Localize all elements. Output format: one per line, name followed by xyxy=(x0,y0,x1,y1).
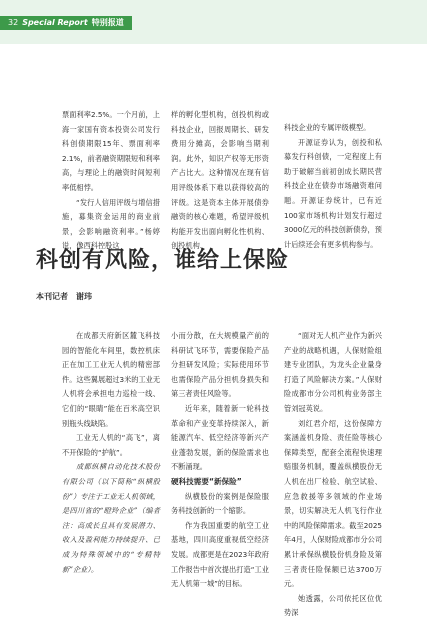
section-name-english: Special Report xyxy=(22,18,88,27)
paragraph: 成都纵横自动化技术股份有限公司（以下简称“纵横股份”）专注于工业无人机领域，是四川省的“瞪羚企业”（编者注：高成长且具有发展潜力、收入及盈利能力持续提升、已成为特殊领域中的“专精特新”企业）。 xyxy=(62,462,160,574)
byline xyxy=(36,291,92,302)
paragraph: 她透露，公司依托区位优势深 xyxy=(284,593,382,618)
top-column-1 xyxy=(62,108,160,254)
paragraph: 票面利率2.5%。一个月前，上海一家国有资本投资公司发行科创债期限15年、票面利率2.1%，前者融资期限短和利率高，与理论上的融资时间短利率低相悖。 xyxy=(62,110,160,192)
paragraph: 刘红君介绍，这份保障方案涵盖机身险、责任险等核心保障类型，配套全流程快速理赔服务机制，覆盖纵横股份无人机在出厂检验、航空试验、应急救援等多领域的作业场景，切实解决无人机飞行作业中的风险保障需求。截至2025年4月，人保财险成都市分公司累计承保纵横股份机身险及第三者责任险保额已达3700万元。 xyxy=(284,418,383,589)
page-header xyxy=(0,0,427,44)
article-title: 科创有风险，谁给上保险 xyxy=(36,248,290,273)
paragraph: “发行人信用评级与增信措施，募集资金运用的商业前景，会影响融资利率。”杨婷说，像西科控股这 xyxy=(62,197,160,251)
section-tab xyxy=(0,16,132,30)
paragraph: 样的孵化型机构，创投机构或科技企业，回报周期长、研发费用分摊高，会影响当期利润。此外，知识产权等无形资产占比大。这种情况在现有信用评级体系下难以获得较高的评级。这是资本主体开展债券融资的核心难题，希望评级机构能开发出面向孵化性机构、创投机构、 xyxy=(171,110,269,251)
paragraph: 在成都天府新区麓飞科技园的智能化车间里，数控机床正在加工工业无人机的精密部件。这些翼展超过3米的工业无人机将会承担电力巡检一线、它们的“眼睛”能在百米高空识别瓶头线缺陷。 xyxy=(62,331,161,428)
body-column-3 xyxy=(284,329,382,621)
top-column-2 xyxy=(171,108,269,254)
paragraph: 小而分散，在大规模量产前的科研试飞环节，需要保险产品分担研发风险；实际使用环节也需保险产品分担机身损失和第三者责任风险等。 xyxy=(171,331,269,399)
paragraph: 开源证券认为，创投和私募发行科创债，一定程度上有助于破解当前初创成长期民营科技企业在债券市场融资难问题。开源证券统计，已有近100家市场机构计划发行超过3000亿元的科技创新债券，预计后续还会有更多机构参与。 xyxy=(284,137,382,249)
paragraph: 工业无人机的“高飞”，离不开保险的“护航”。 xyxy=(62,433,160,457)
reporter-label: 本刊记者 xyxy=(36,292,68,301)
paragraph: 科技企业的专属评级模型。 xyxy=(284,123,371,132)
reporter-name: 谢玮 xyxy=(76,292,92,301)
body-column-2 xyxy=(171,329,269,592)
paragraph: 近年来，随着新一轮科技革命和产业变革持续深入，新能源汽车、低空经济等新兴产业蓬勃发展，新的保险需求也不断涌现。 xyxy=(171,403,269,472)
paragraph: 作为我国重要的航空工业基地，四川高度重视低空经济发展。成都更是在2023年政府工作报告中首次提出打造“工业无人机第一城”的目标。 xyxy=(171,520,269,589)
page-number: 32 xyxy=(8,18,19,27)
top-column-3 xyxy=(284,121,382,252)
body-column-1 xyxy=(62,329,160,577)
subheading: 硬科技需要“新保险” xyxy=(171,476,242,486)
paragraph: “面对无人机产业作为新兴产业的战略机遇，人保财险组建专业团队，为龙头企业量身打造了风险解决方案。”人保财险成都市分公司机构业务部主管刘冠英说。 xyxy=(284,331,382,413)
section-name-chinese: 特别报道 xyxy=(91,18,124,27)
paragraph: 纵横股份的案例是保险服务科技创新的一个缩影。 xyxy=(171,491,269,516)
